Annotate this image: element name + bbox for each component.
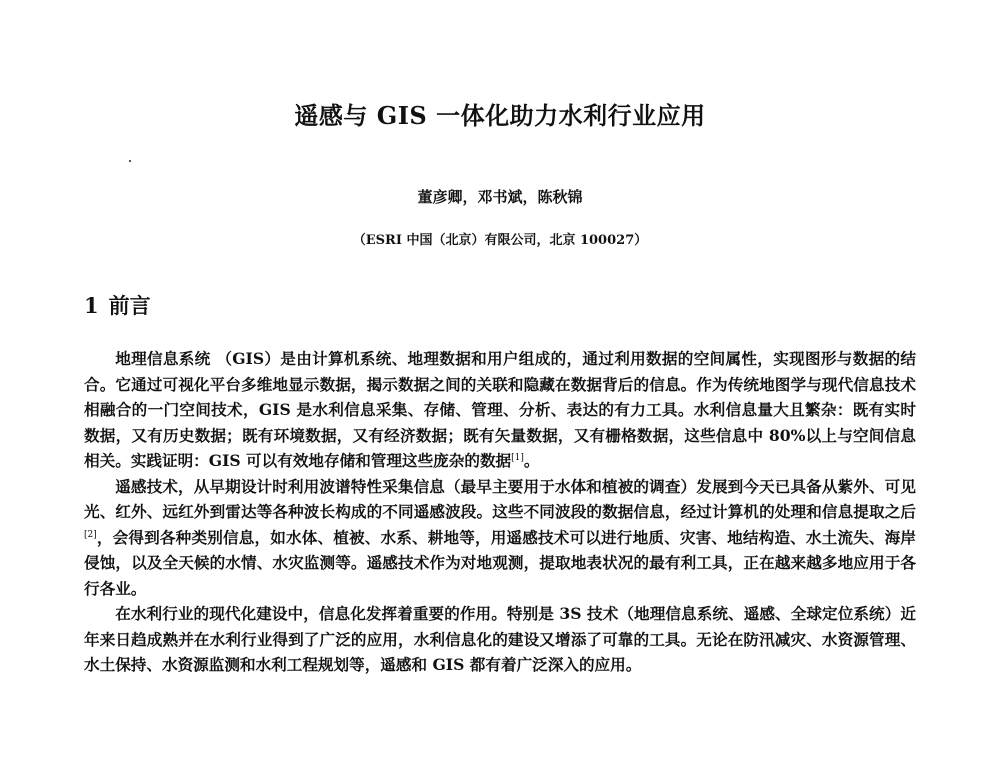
paragraph-text: 遥感技术，从早期设计时利用波谱特性采集信息（最早主要用于水体和植被的调查）发展到今天已具备从紫外、可见光、红外、远红外到雷达等各种波长构成的不同遥感波段。这些不同波段的数据信息，经过计算机的处理和信息提取之后 [84, 476, 916, 521]
paragraph [84, 474, 916, 602]
paragraph-text: 地理信息系统 （GIS）是由计算机系统、地理数据和用户组成的，通过利用数据的空间属性，实现图形与数据的结合。它通过可视化平台多维地显示数据，揭示数据之间的关联和隐藏在数据背后的信息。作为传统地图学与现代信息技术相融合的一门空间技术，GIS 是水利信息采集、存储、管理、分析、表达的有力工具。水利信息量大且繁杂：既有实时数据，又有历史数据；既有环境数据，又有经济数据；既有矢量数据，又有栅格数据，这些信息中 80%以上与空间信息相关。实践证明：GIS 可以有效地存储和管理这些庞杂的数据 [84, 349, 916, 470]
paragraph-text: 在水利行业的现代化建设中，信息化发挥着重要的作用。特别是 3S 技术（地理信息系统、遥感、全球定位系统）近年来日趋成熟并在水利行业得到了广泛的应用，水利信息化的建设又增添了可靠的工具。无论在防汛减灾、水资源管理、水土保持、水资源监测和水利工程规划等，遥感和 GIS 都有着广泛深入的应用。 [84, 604, 916, 674]
citation-ref: [2] [84, 529, 97, 540]
scan-speck [129, 160, 131, 162]
paper-title: 遥感与 GIS 一体化助力水利行业应用 [294, 101, 706, 130]
author-list: 董彦卿，邓书斌，陈秋锦 [417, 188, 583, 206]
paragraph [84, 346, 916, 474]
section-title: 前言 [108, 293, 151, 318]
paragraph [84, 601, 916, 678]
author-affiliation: （ESRI 中国（北京）有限公司，北京 100027） [352, 233, 648, 248]
paragraph-text: ，会得到各种类别信息，如水体、植被、水系、耕地等，用遥感技术可以进行地质、灾害、地结构造、水土流失、海岸侵蚀，以及全天候的水情、水灾监测等。遥感技术作为对地观测，提取地表状况的最有利工具，正在越来越多地应用于各行各业。 [84, 527, 916, 598]
section-number: 1 [84, 293, 99, 318]
body-text [84, 346, 916, 678]
section-heading [84, 290, 151, 320]
paragraph-text: 。 [523, 451, 540, 470]
citation-ref: [1] [511, 452, 524, 463]
